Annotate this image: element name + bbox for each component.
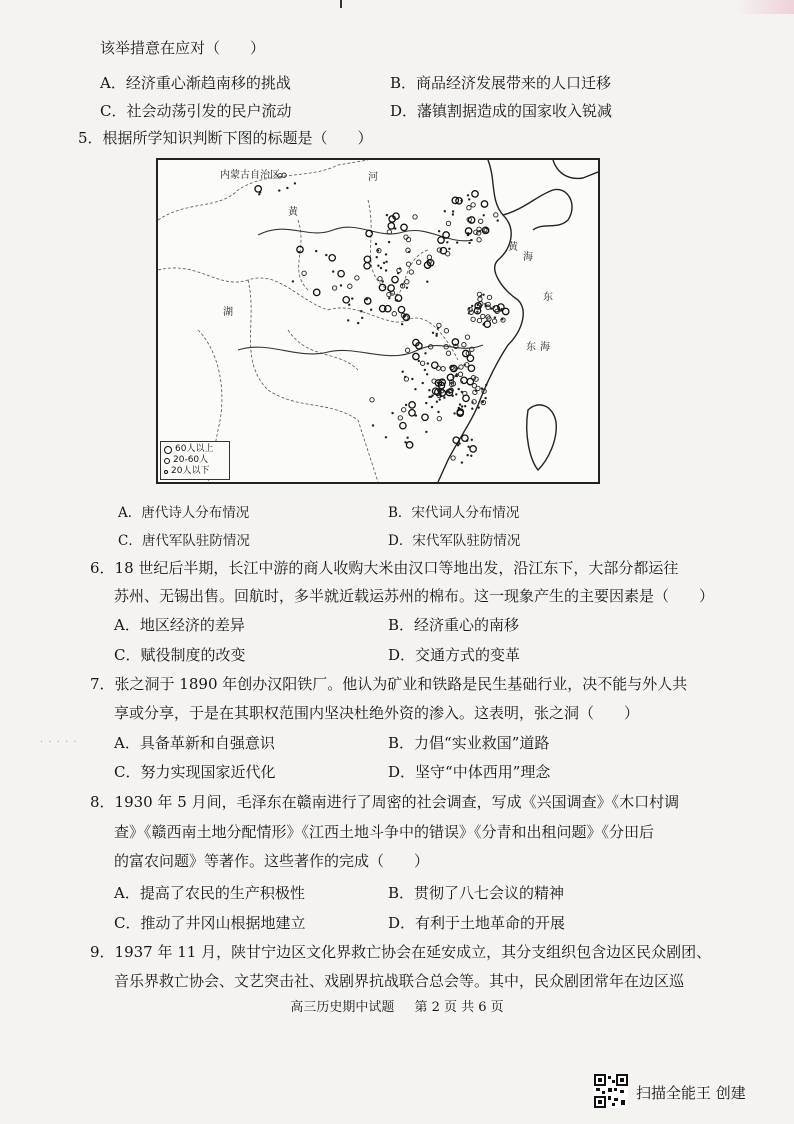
distribution-dot	[471, 305, 473, 307]
distribution-dot	[292, 280, 294, 282]
q8-stem-line2: 查》《赣西南土地分配情形》《江西土地斗争中的错误》《分青和出租问题》《分田后	[114, 823, 655, 841]
distribution-dot	[347, 319, 349, 321]
distribution-dot	[302, 271, 306, 275]
distribution-dot	[315, 250, 317, 252]
distribution-dot	[453, 412, 455, 414]
distribution-dot	[377, 249, 379, 251]
distribution-dot	[332, 270, 334, 272]
distribution-dot	[377, 265, 379, 267]
distribution-dot	[404, 235, 408, 239]
distribution-dot	[436, 401, 438, 403]
q6-option-b: B．经济重心的南移	[388, 616, 520, 634]
distribution-dot	[467, 194, 469, 196]
distribution-dot	[481, 387, 483, 389]
q7-stem-line1: 7．张之洞于 1890 年创办汉阳铁厂。他认为矿业和铁路是民生基础行业，决不能与外人共	[90, 675, 688, 693]
distribution-dot	[406, 442, 412, 448]
distribution-dot	[463, 395, 469, 401]
distribution-dot	[422, 414, 428, 420]
distribution-dot	[422, 382, 424, 384]
q7-option-b: B．力倡“实业救国”道路	[388, 734, 550, 752]
distribution-dot	[405, 348, 409, 352]
distribution-dot	[471, 439, 473, 441]
distribution-dot	[438, 230, 440, 232]
distribution-dot	[448, 248, 450, 250]
distribution-dot	[401, 224, 407, 230]
coastline-northeast	[553, 160, 598, 178]
distribution-dot	[490, 307, 492, 309]
distribution-dot	[427, 362, 429, 364]
q4-stem-cont: 该举措意在应对（ ）	[100, 39, 266, 57]
distribution-dot	[406, 287, 408, 289]
distribution-dot	[351, 297, 353, 299]
distribution-dot	[361, 317, 363, 319]
qr-code-icon	[594, 1074, 628, 1108]
distribution-dot	[385, 253, 387, 255]
q7-option-a: A．具备革新和自强意识	[114, 734, 275, 752]
distribution-dot	[493, 306, 495, 308]
distribution-dot	[405, 404, 407, 406]
distribution-dot	[456, 241, 458, 243]
distribution-dot	[462, 435, 468, 441]
distribution-dot	[446, 241, 448, 243]
distribution-dot	[470, 239, 472, 241]
distribution-dot	[428, 389, 430, 391]
distribution-dot	[446, 252, 450, 256]
distribution-dot	[343, 297, 349, 303]
q8-option-c: C．推动了井冈山根据地建立	[114, 914, 306, 932]
distribution-dot	[415, 414, 417, 416]
distribution-dot	[398, 416, 402, 420]
distribution-dot	[441, 367, 445, 371]
map-label-hu: 湖	[223, 307, 233, 318]
distribution-dot	[478, 406, 480, 408]
distribution-dot	[455, 375, 457, 377]
distribution-dot	[391, 412, 393, 414]
coastline-peninsula	[503, 189, 572, 230]
distribution-dot	[357, 322, 359, 324]
distribution-dot	[455, 393, 457, 395]
distribution-dot	[444, 210, 446, 212]
distribution-dot	[468, 242, 470, 244]
q8-option-b: B．贯彻了八七会议的精神	[388, 884, 565, 902]
distribution-dot	[452, 395, 454, 397]
distribution-dot	[378, 277, 382, 281]
distribution-dot	[400, 423, 406, 429]
distribution-dot	[413, 215, 417, 219]
distribution-dot	[487, 295, 491, 299]
q5-option-c: C．唐代军队驻防情况	[118, 533, 250, 549]
map-label-inner-mongolia: 内蒙古自治区	[220, 170, 280, 181]
distribution-dot	[471, 203, 475, 207]
distribution-dot	[385, 436, 387, 438]
distribution-dot	[388, 223, 394, 229]
distribution-dot	[385, 261, 387, 263]
distribution-dot	[467, 446, 469, 448]
distribution-dot	[446, 221, 450, 225]
distribution-dot	[492, 319, 496, 323]
distribution-dot	[494, 316, 496, 318]
distribution-dot	[392, 276, 398, 282]
distribution-dot	[470, 455, 472, 457]
distribution-dot	[465, 335, 469, 339]
distribution-dot	[457, 444, 459, 446]
q4-option-c: C．社会动荡引发的民户流动	[100, 102, 292, 120]
distribution-dot	[459, 365, 463, 369]
distribution-dot	[294, 182, 296, 184]
map-label-yellow-sea-1: 黄	[508, 242, 518, 253]
q9-stem-line2: 音乐界救亡协会、文艺突击社、戏剧界抗战联合总会等。其中，民众剧团常年在边区巡	[114, 972, 685, 990]
distribution-dot	[466, 454, 468, 456]
q5-option-b: B．宋代词人分布情况	[388, 505, 520, 521]
distribution-dot	[329, 255, 335, 261]
distribution-dot	[482, 294, 484, 296]
distribution-dot	[402, 371, 404, 373]
distribution-dot	[452, 210, 454, 212]
distribution-dot	[348, 284, 352, 288]
legend-label-large: 60人以上	[175, 444, 214, 454]
map-label-yellow-sea-2: 海	[523, 252, 533, 263]
distribution-dot	[437, 416, 441, 420]
distribution-dot	[425, 431, 427, 433]
distribution-dot	[388, 297, 390, 299]
distribution-dot	[481, 201, 487, 207]
distribution-dot	[366, 230, 372, 236]
distribution-dot	[476, 311, 478, 313]
distribution-dot	[338, 271, 344, 277]
q7-option-d: D．坚守“中体西用”理念	[388, 763, 551, 781]
q5-option-a: A．唐代诗人分布情况	[118, 505, 250, 521]
distribution-dot	[370, 309, 372, 311]
distribution-dot	[376, 256, 378, 258]
map-label-east-1: 东	[543, 292, 553, 303]
distribution-dot	[411, 378, 413, 380]
distribution-dot	[402, 408, 406, 412]
distribution-dot	[431, 394, 433, 396]
distribution-dot	[355, 276, 359, 280]
distribution-dot	[462, 343, 466, 347]
q5-option-d: D．宋代军队驻防情况	[388, 533, 521, 549]
distribution-dot	[458, 388, 460, 390]
distribution-dot	[406, 248, 410, 252]
edge-stain	[735, 0, 794, 14]
distribution-dot	[372, 424, 374, 426]
legend-small-dot-icon	[164, 470, 168, 474]
q9-stem-line1: 9．1937 年 11 月，陕甘宁边区文化界救亡协会在延安成立，其分支组织包含边区民众剧团、	[90, 943, 712, 961]
q8-option-d: D．有利于土地革命的开展	[388, 914, 566, 932]
distribution-dot	[409, 270, 413, 274]
distribution-dot	[469, 310, 473, 314]
q8-stem-line3: 的富农问题》等著作。这些著作的完成（ ）	[114, 852, 430, 870]
distribution-dot	[420, 361, 424, 365]
distribution-dot	[340, 284, 342, 286]
q8-stem-line1: 8．1930 年 5 月间，毛泽东在赣南进行了周密的社会调查，写成《兴国调查》《木口村调	[90, 793, 680, 811]
distribution-dot	[325, 254, 327, 256]
distribution-dot	[388, 285, 394, 291]
scanner-brand: 扫描全能王 创建	[636, 1084, 746, 1102]
legend-row-medium	[164, 455, 226, 466]
map-svg	[158, 160, 598, 482]
border-inner-1	[288, 330, 358, 370]
map-label-east-sea-2: 海	[540, 342, 550, 353]
distribution-dot	[278, 189, 280, 191]
distribution-dot	[484, 397, 486, 399]
q8-option-a: A．提高了农民的生产积极性	[114, 884, 305, 902]
distribution-dot	[437, 323, 441, 327]
distribution-dot	[477, 238, 481, 242]
distribution-dot	[474, 230, 478, 234]
distribution-dot	[428, 396, 430, 398]
distribution-dot	[386, 214, 388, 216]
q6-stem-line2: 苏州、无锡出售。回航时，多半就近载运苏州的棉布。这一现象产生的主要因素是（ ）	[114, 587, 715, 605]
distribution-dot	[446, 351, 450, 355]
distribution-dot	[385, 269, 387, 271]
map-label-he: 河	[368, 172, 378, 183]
distribution-dot	[468, 198, 470, 200]
distribution-dot	[418, 360, 420, 362]
legend-label-small: 20人以下	[171, 466, 210, 476]
distribution-dot	[332, 286, 336, 290]
distribution-dot	[481, 314, 485, 318]
distribution-dot	[451, 456, 455, 460]
distribution-dot	[431, 406, 433, 408]
distribution-dot	[443, 397, 445, 399]
distribution-dot	[500, 309, 502, 311]
distribution-dot	[436, 333, 438, 335]
distribution-dot	[360, 310, 362, 312]
distribution-dot	[479, 219, 483, 223]
distribution-dot	[425, 402, 427, 404]
distribution-dot	[348, 304, 350, 306]
distribution-dot	[405, 280, 409, 284]
distribution-dot	[478, 297, 482, 301]
legend-row-large	[164, 444, 226, 455]
distribution-dot	[414, 388, 416, 390]
distribution-dot	[401, 283, 403, 285]
distribution-dot	[467, 378, 473, 384]
distribution-dot	[432, 332, 434, 334]
distribution-dot	[380, 267, 382, 269]
legend-row-small	[164, 466, 226, 477]
distribution-dot	[375, 243, 377, 245]
distribution-dot	[438, 237, 444, 243]
distribution-dot	[409, 402, 415, 408]
distribution-dot	[426, 281, 428, 283]
distribution-dot	[413, 353, 419, 359]
q4-option-b: B．商品经济发展带来的人口迁移	[390, 74, 612, 92]
distribution-dot	[364, 263, 370, 269]
distribution-dot	[409, 410, 415, 416]
legend-label-medium: 20-60人	[173, 455, 209, 465]
distribution-dot	[406, 237, 410, 241]
distribution-dot	[392, 312, 396, 316]
distribution-dot	[452, 213, 454, 215]
distribution-dot	[472, 191, 478, 197]
distribution-dot	[286, 187, 288, 189]
legend-medium-circle-icon	[164, 458, 170, 464]
distribution-dot	[396, 299, 398, 301]
distribution-dot	[468, 365, 474, 371]
distribution-dot	[424, 352, 426, 354]
q7-stem-line2: 享或分享，于是在其职权范围内坚决杜绝外资的渗入。这表明，张之洞（ ）	[114, 704, 640, 722]
faint-margin-mark: · · · · ·	[40, 737, 78, 748]
distribution-dot	[388, 241, 390, 243]
distribution-dot	[439, 398, 441, 400]
distribution-dot	[370, 398, 374, 402]
taiwan-island	[527, 405, 557, 470]
distribution-dot	[494, 213, 498, 217]
distribution-dot	[383, 262, 385, 264]
border-north	[158, 160, 368, 220]
distribution-dot	[461, 381, 463, 383]
distribution-dot	[258, 193, 260, 195]
distribution-dot	[471, 408, 473, 410]
distribution-dot	[437, 411, 439, 413]
q7-option-c: C．努力实现国家近代化	[114, 763, 276, 781]
distribution-dot	[471, 317, 475, 321]
distribution-dot	[397, 272, 399, 274]
q6-option-d: D．交通方式的变革	[388, 646, 521, 664]
map-label-huang: 黄	[288, 207, 298, 218]
distribution-dot	[401, 323, 403, 325]
distribution-dot	[426, 373, 428, 375]
distribution-dot	[432, 362, 438, 368]
q4-option-a: A．经济重心渐趋南移的挑战	[100, 74, 291, 92]
q6-option-a: A．地区经济的差异	[114, 616, 245, 634]
footer-page-number: 第 2 页 共 6 页	[414, 1000, 504, 1015]
distribution-dot	[452, 376, 454, 378]
distribution-dot	[406, 437, 408, 439]
distribution-dot	[483, 214, 485, 216]
distribution-dot	[394, 227, 396, 229]
distribution-dot	[467, 206, 471, 210]
distribution-dot	[458, 372, 462, 376]
distribution-dot	[470, 446, 476, 452]
distribution-dot	[461, 405, 463, 407]
historical-map	[156, 158, 600, 484]
page-footer	[0, 999, 794, 1017]
distribution-dot	[255, 186, 261, 192]
q4-option-d: D．藩镇割据造成的国家收入锐减	[390, 102, 613, 120]
map-legend	[160, 441, 230, 480]
top-mark	[340, 0, 342, 8]
distribution-dot	[497, 219, 499, 221]
q6-option-c: C．赋役制度的改变	[114, 646, 246, 664]
map-label-east-sea-1: 东	[526, 342, 536, 353]
distribution-dot	[468, 307, 470, 309]
distribution-dot	[485, 305, 487, 307]
distribution-dot	[464, 405, 466, 407]
footer-title: 高三历史期中试题	[290, 1000, 395, 1015]
distribution-dot	[459, 403, 461, 405]
distribution-dot	[475, 390, 477, 392]
distribution-dot	[477, 318, 481, 322]
distribution-dot	[485, 384, 487, 386]
q6-stem-line1: 6．18 世纪后半期，长江中游的商人收购大米由汉口等地出发，沿江东下，大部分都运往	[90, 559, 679, 577]
distribution-dot	[444, 329, 448, 333]
q5-stem: 5．根据所学知识判断下图的标题是（ ）	[78, 129, 373, 147]
distribution-dot	[406, 262, 410, 266]
distribution-dot	[417, 260, 421, 264]
coastline-east	[438, 160, 523, 482]
distribution-dot	[314, 289, 320, 295]
legend-large-circle-icon	[164, 446, 172, 454]
distribution-dot	[404, 377, 408, 381]
distribution-dot	[424, 369, 426, 371]
distribution-dot	[364, 256, 370, 262]
distribution-dot	[398, 307, 404, 313]
distribution-dot	[427, 255, 431, 259]
distribution-dot	[461, 461, 463, 463]
distribution-dot	[298, 251, 300, 253]
